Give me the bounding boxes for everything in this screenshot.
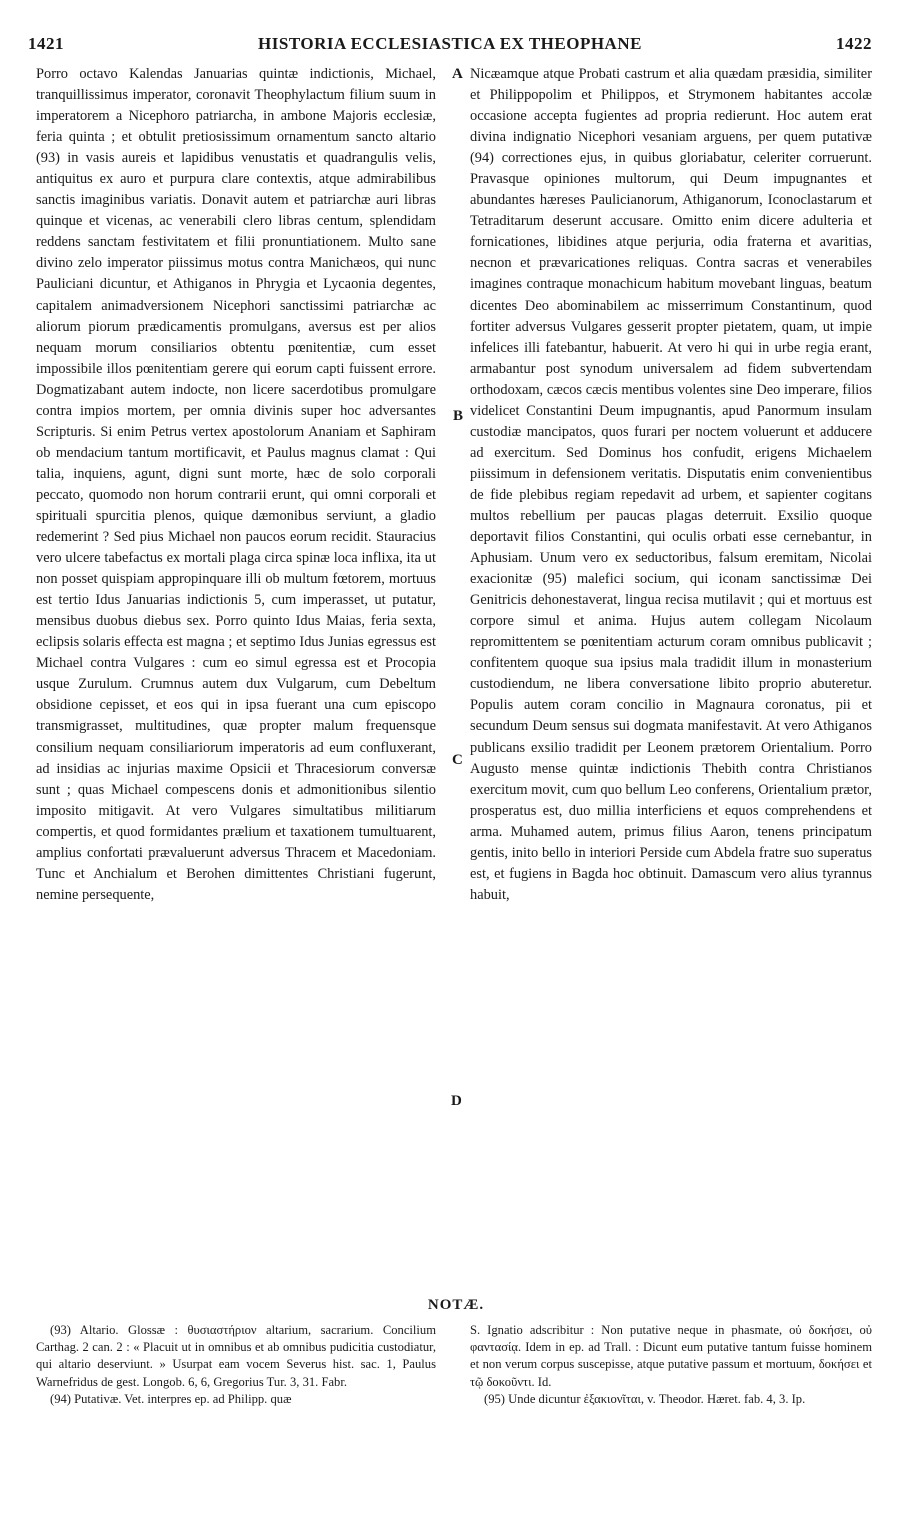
footnote-94: (94) Putativæ. Vet. interpres ep. ad Philipp. quæ [50,1391,292,1406]
footnote-93: (93) Altario. Glossæ : θυσιαστήριον altarium, sacrarium. Concilium Carthag. 2 can. 2 : « Placuit ut in omnibus et ab omnibus pudicitia custodiatur, qui altario deserviunt. » Usurpat eam vocem Severus hist. sac. 1, Paulus Warnefridus de gest. Longob. 6, 6, Gregorius Tur. 3, 31. Fabr. [36,1323,436,1389]
page-number-right: 1422 [836,34,872,53]
footnote-94-continued: S. Ignatio adscribitur : Non putative neque in phasmate, οὐ δοκήσει, οὐ φαντασίᾳ. Idem in ep. ad Trall. : Dicunt eum putative tantum fuisse hominem et non verum corpus suscepisse, atque putative passum et mortuum, δοκήσει et τῷ δοκοῦντι. Id. [470,1323,872,1389]
running-header [28,34,872,56]
left-column-text: Porro octavo Kalendas Januarias quintæ indictionis, Michael, tranquillissimus imperator, coronavit Theophylactum filium suum in imperatorem a Nicephoro patriarcha, in ambone Majoris ecclesiæ, feria quinta ; et obtulit pretiosissimum ornamentum sancto altario (93) in vasis aureis et lapidibus venustatis et quadrangulis velis, antiquitus ex auro et purpura clare contextis, atque admirabilibus sanctis imaginibus variatis. Donavit autem et patriarchæ auri libras quinque et vicenas, ac venerabili clero libras centum, splendidam reddens sanctam festivitatem et filii pronuntiationem. Multo sane divino zelo imperator piissimus motus contra Manichæos, qui nunc Pauliciani dicuntur, et Athiganos in Phrygia et Lycaonia degentes, capitalem animadversionem Nicephori sanctissimi patriarchæ ac aliorum piorum prædicamentis promulgans, aversus est per alios nequam morum consiliarios obtentu pœnitentiæ, cum esset impossibile illos pœnitentiam gerere qui eorum capti fuissent errore. Dogmatizabant autem indocte, non licere sacerdotibus promulgare contra impios mortem, per omnia divinis super hoc adversantes Scripturis. Si enim Petrus vertex apostolorum Ananiam et Saphiram ob mendacium tantum mortificavit, et Paulus magnus clamat : Qui talia, inquiens, agunt, digni sunt morte, hæc de solo corporali peccato, quomodo non horum contrarii erunt, qui omni corporali et spirituali spurcitia plenos, quique dæmonibus serviunt, a gladio redemerint ? Sed pius Michael non paucos eorum recidit. Stauracius vero ulcere tabefactus ex mortali plaga circa spinæ loca inflixa, ita ut non posset quispiam appropinquare illi ob multum fœtorem, mortuus est tertio Idus Januarias indictionis 5, cum imperasset, ut putatur, mensibus duobus diebus sex. Porro quinto Idus Maias, feria sexta, eclipsis solaris effecta est magna ; et septimo Idus Junias egressus est Michael contra Vulgares : cum eo simul egressa est et Procopia usque Zurulum. Crumnus autem dux Vulgarum, cum Debeltum obsidione cepisset, et eos qui in ipsa fuerant una cum episcopo transmigrasset, multitudines, quæ propter malum frequensque consilium nequam consiliariorum imperatoris ad eum confluxerant, ad insidias ac injurias maxime Opsicii et Thracesiorum conversæ sunt ; quas Michael compescens donis et admonitionibus silentio imposito mitigavit. At vero Vulgares simultatibus militiarum compertis, et quod formidantes prælium et taxationem tumultuarent, amplius confortati prævaluerunt adversus Thracem et Macedoniam. Tunc et Anchialum et Berohen dimittentes Christiani fugerunt, nemine persequente, [36,66,436,903]
section-marker-a: A [452,66,463,82]
section-marker-c: C [452,752,463,768]
notes-heading: NOTÆ. [427,1297,485,1313]
notes-right-column [470,1322,872,1408]
notes-left-column [36,1322,436,1408]
footnote-95: (95) Unde dicuntur ἐξακιονῖται, v. Theodor. Hæret. fab. 4, 3. Ip. [484,1391,806,1406]
section-marker-d: D [451,1093,462,1109]
running-title: HISTORIA ECCLESIASTICA EX THEOPHANE [258,34,642,53]
section-marker-b: B [453,408,464,424]
right-column-text: Nicæamque atque Probati castrum et alia quædam præsidia, similiter et Philippopolim et Philippos, et Strymonem habitantes accolæ occasione accepta fugientes ad propria redierunt. Hoc autem erat divina indignatio Nicephori vesaniam arguens, per quem putativæ (94) correctiones ejus, in quibus gloriabatur, celeriter corruerunt. Pravasque opiniones multorum, qui Deum impugnantes et abundantes hæreses Paulicianorum, Athiganorum, Iconoclastarum et Tetraditarum deserunt accusare. Omitto enim dicere adulteria et fornicationes, libidines atque perjuria, odia fraterna et avaritias, necnon et prævaricationes reliquas. Contra sacras et venerabiles imagines contraque monachicum habitum movebant linguas, beatum dicentes Deo abominabilem ac misserrimum Constantinum, quod fortiter adversus Vulgares gesserit propter pietatem, quam, ut impie infelices illi fatebantur, habuerit. At vero hi qui in urbe regia erant, armabantur post synodum universalem ad fidem subvertendam orthodoxam, cæcos cæcis mentibus volentes sine Deo imperare, filios videlicet Constantini Deum impugnantis, apud Panormum insulam custodiæ mancipatos, quos furari per noctem voluerunt et adducere ad exercitum. Sed Dominus hos confudit, erigens Michaelem piissimum in defensionem veritatis. Disputatis enim convenientibus de fide plebibus regiam repedavit ad urbem, et sapienter cogitans multos rebellium per paucas plagas deterruit. Exsilio quoque deportavit filios Constantini, qui oculis orbati esse cernebantur, in Aphusiam. Unum vero ex seductoribus, falsum eremitam, Nicolai exacionitæ (95) malefici socium, qui iconam sanctissimæ Dei Genitricis dehonestaverat, lingua recisa mutilavit ; qui et mortuus est corpore simul et anima. Hujus autem collegam Nicolaum repromittentem se pœnitentiam acturum coram omnibus publicavit ; confitentem quoque sua ipsius mala tradidit illum in monasterium custodiendum, ne libera conversatione libito proprio abuteretur. Populis autem coram concilio in Magnaura coronatus, pii et secundum Deum sensus sui dogmata manifestavit. At vero Athiganos publicans exsilio tradidit per Leonem prætorem Orientalium. Porro Augusto mense quintæ indictionis Thebith contra Christianos exercitum movit, cum quo bellum Leo conferens, Orientalium prætor, prosperatus est, duo millia interficiens et equos comprehendens et arma. Muhamed autem, primus filius Aaron, tenens principatum gentis, inito bello in interiori Perside cum Abdela fratre suo superatus est, et fugiens in Bagda hoc obtinuit. Damascum vero alius tyrannus habuit, [470,66,872,903]
page-number-left: 1421 [28,34,64,53]
